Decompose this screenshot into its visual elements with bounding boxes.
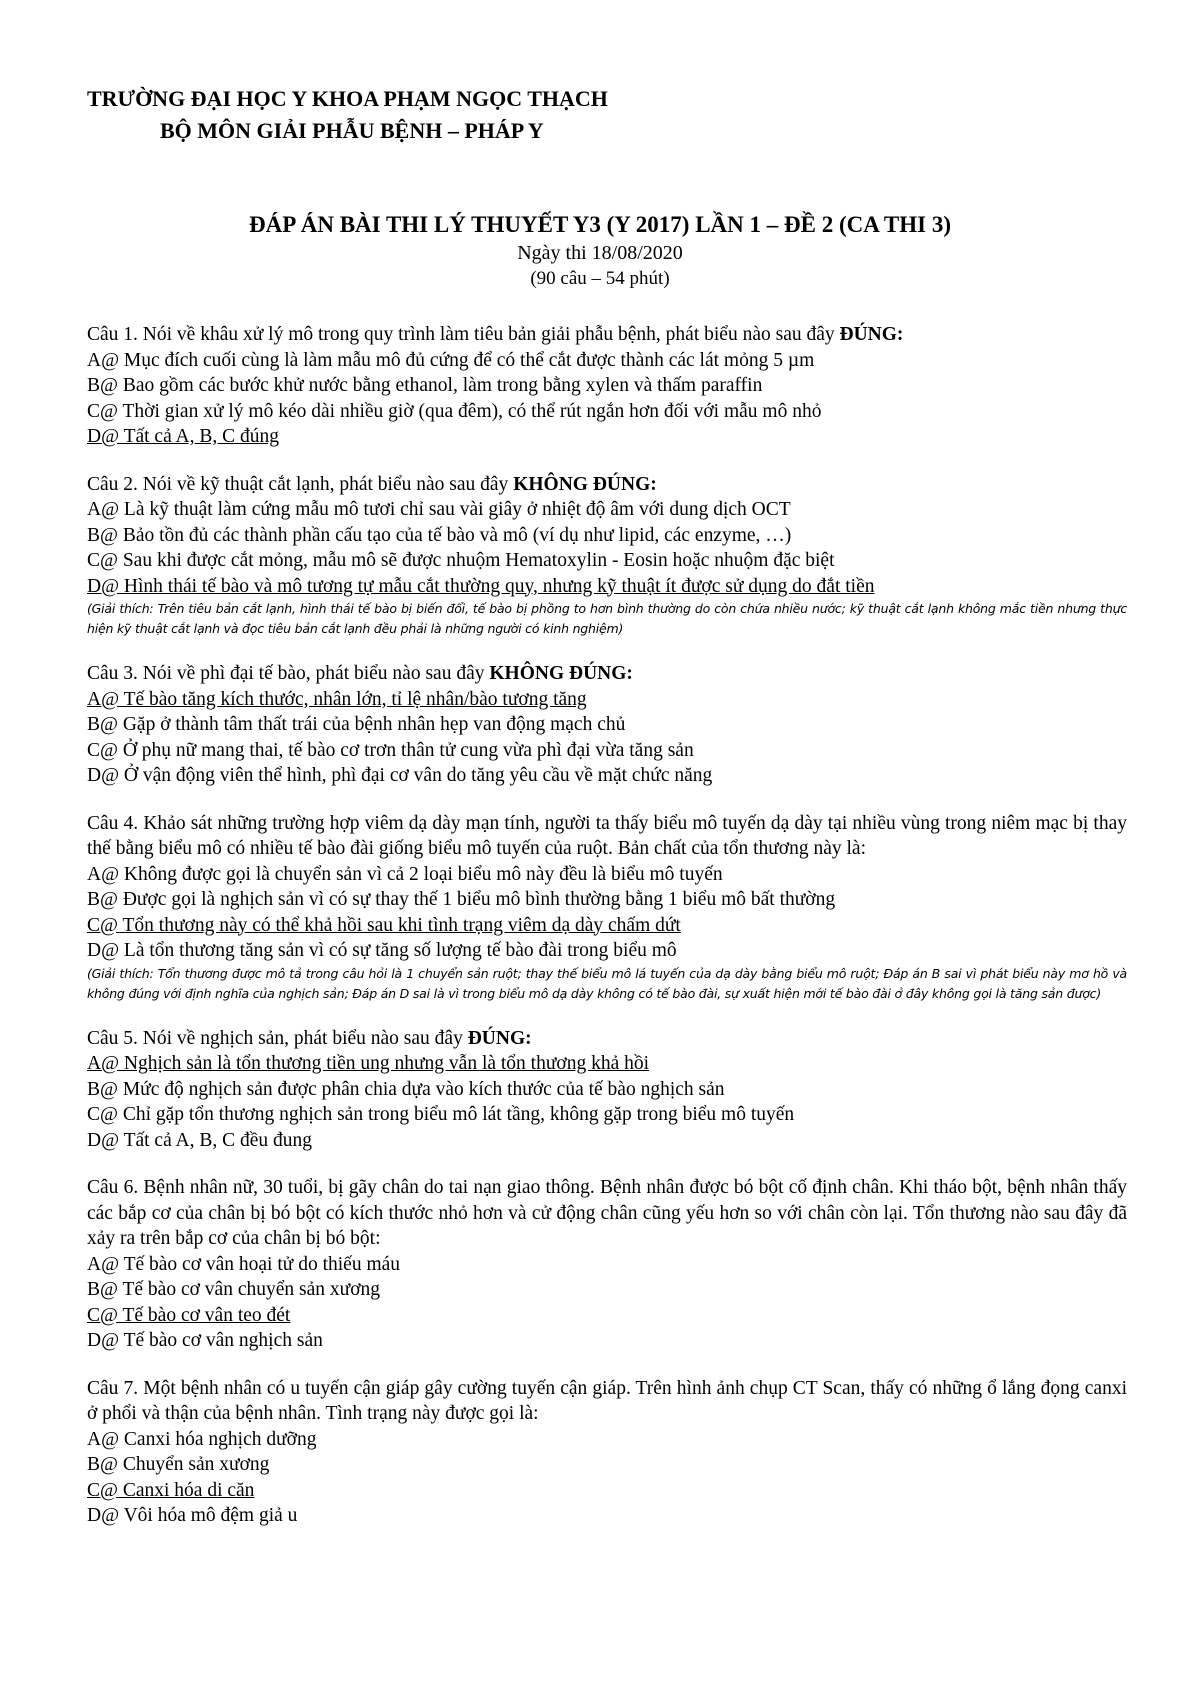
option-c: C@ Ở phụ nữ mang thai, tế bào cơ trơn thân tử cung vừa phì đại vừa tăng sản (87, 739, 694, 761)
option-b: B@ Bao gồm các bước khử nước bằng ethanol, làm trong bằng xylen và thấm paraffin (87, 375, 763, 396)
question-2 (87, 472, 1127, 640)
question-stem (87, 1175, 1127, 1252)
question-3 (87, 661, 1127, 789)
option-a-correct: A@ Nghịch sản là tổn thương tiền ung nhưng vẫn là tổn thương khả hồi (87, 1053, 650, 1074)
option-d: D@ Ở vận động viên thể hình, phì đại cơ vân do tăng yêu cầu về mặt chức năng (87, 765, 713, 786)
option-a: A@ Không được gọi là chuyển sản vì cả 2 loại biểu mô này đều là biểu mô tuyến (87, 863, 723, 885)
question-stem-emphasis: ĐÚNG: (839, 324, 904, 345)
explanation-note: (Giải thích: Trên tiêu bản cắt lạnh, hình thái tế bào bị biến đổi, tế bào bị phồng to hơn bình thường do còn chứa nhiều nước; kỹ thuật cắt lạnh không mắc tiền nhưng thực hiện kỹ thuật cắt lạnh và đọc tiêu bản cắt lạnh đều phải là những người có kinh nghiệm) (87, 601, 1127, 636)
explanation-note: (Giải thích: Tổn thương được mô tả trong câu hỏi là 1 chuyển sản ruột; thay thế biểu mô lá tuyến của dạ dày bằng biểu mô ruột; Đáp án B sai vì phát biểu này mơ hồ và không đúng với định nghĩa của nghịch sản; Đáp án D sai là vì trong biểu mô dạ dày không có tế bào đài, sự xuất hiện mới tế bào đài ở đây không gọi là tăng sản được) (87, 965, 1127, 1001)
option-a: A@ Là kỹ thuật làm cứng mẫu mô tươi chỉ sau vài giây ở nhiệt độ âm với dung dịch OCT (87, 499, 791, 520)
question-stem-text: Câu 4. Khảo sát những trường hợp viêm dạ dày mạn tính, người ta thấy biểu mô tuyến dạ dày tại nhiều vùng trong niêm mạc bị thay thế bằng biểu mô có nhiều tế bào đài giống biểu mô tuyến của ruột. Bản chất của tổn thương này là: (87, 812, 1127, 859)
option-a: A@ Canxi hóa nghịch dưỡng (87, 1428, 317, 1450)
exam-date: Ngày thi 18/08/2020 (517, 242, 683, 264)
question-list (87, 322, 1127, 1551)
option-b: B@ Gặp ở thành tâm thất trái của bệnh nhân hẹp van động mạch chủ (87, 714, 626, 735)
option-c-correct: C@ Tế bào cơ vân teo đét (87, 1304, 291, 1326)
option-d-correct: D@ Tất cả A, B, C đúng (87, 426, 280, 447)
option-b: B@ Tế bào cơ vân chuyển sản xương (87, 1279, 381, 1300)
question-stem-text: Câu 2. Nói về kỹ thuật cắt lạnh, phát biểu nào sau đây (87, 473, 514, 495)
question-stem-emphasis: KHÔNG ĐÚNG: (489, 663, 633, 684)
question-stem-emphasis: KHÔNG ĐÚNG: (513, 473, 657, 495)
question-6 (87, 1175, 1127, 1354)
option-d: D@ Là tổn thương tăng sản vì có sự tăng số lượng tế bào đài trong biểu mô (87, 940, 677, 961)
option-c: C@ Sau khi được cắt mỏng, mẫu mô sẽ được nhuộm Hematoxylin - Eosin hoặc nhuộm đặc biệt (87, 550, 835, 571)
question-stem (87, 472, 1127, 498)
question-5 (87, 1026, 1127, 1154)
option-c-correct: C@ Tổn thương này có thể khả hồi sau khi tình trạng viêm dạ dày chấm dứt (87, 914, 681, 936)
exam-info: (90 câu – 54 phút) (530, 268, 670, 289)
option-c: C@ Thời gian xử lý mô kéo dài nhiều giờ (qua đêm), có thể rút ngắn hơn đối với mẫu mô nhỏ (87, 400, 822, 422)
option-d: D@ Tế bào cơ vân nghịch sản (87, 1330, 323, 1351)
option-c-correct: C@ Canxi hóa di căn (87, 1479, 255, 1501)
option-b: B@ Mức độ nghịch sản được phân chia dựa vào kích thước của tế bào nghịch sản (87, 1078, 725, 1100)
exam-title: ĐÁP ÁN BÀI THI LÝ THUYẾT Y3 (Y 2017) LẦN 1 – ĐỀ 2 (CA THI 3) (248, 212, 952, 237)
option-a: A@ Tế bào cơ vân hoại tử do thiếu máu (87, 1253, 401, 1275)
question-stem (87, 1376, 1127, 1427)
question-stem-text: Câu 3. Nói về phì đại tế bào, phát biểu nào sau đây (87, 663, 490, 684)
option-b: B@ Được gọi là nghịch sản vì có sự thay thế 1 biểu mô bình thường bằng 1 biểu mô bất thường (87, 889, 836, 910)
option-d-correct: D@ Hình thái tế bào và mô tương tự mẫu cắt thường quy, nhưng kỹ thuật ít được sử dụng do đắt tiền (87, 575, 875, 597)
question-1 (87, 322, 1127, 450)
question-stem (87, 811, 1127, 862)
option-a-correct: A@ Tế bào tăng kích thước, nhân lớn, tỉ lệ nhân/bào tương tăng (87, 688, 587, 710)
department-name: BỘ MÔN GIẢI PHẪU BỆNH – PHÁP Y (160, 118, 544, 143)
option-a: A@ Mục đích cuối cùng là làm mẫu mô đủ cứng để có thể cắt được thành các lát mỏng 5 µm (87, 349, 815, 371)
option-c: C@ Chỉ gặp tổn thương nghịch sản trong biểu mô lát tầng, không gặp trong biểu mô tuyến (87, 1104, 795, 1125)
school-name: TRƯỜNG ĐẠI HỌC Y KHOA PHẠM NGỌC THẠCH (87, 86, 608, 111)
option-d: D@ Vôi hóa mô đệm giả u (87, 1505, 298, 1526)
question-4 (87, 811, 1127, 1004)
question-stem-emphasis: ĐÚNG: (467, 1027, 532, 1049)
option-b: B@ Chuyển sản xương (87, 1454, 270, 1475)
question-stem-text: Câu 5. Nói về nghịch sản, phát biểu nào sau đây (87, 1027, 468, 1049)
question-stem-text: Câu 7. Một bệnh nhân có u tuyến cận giáp gây cường tuyến cận giáp. Trên hình ảnh chụp CT Scan, thấy có những ổ lắng đọng canxi ở phổi và thận của bệnh nhân. Tình trạng này được gọi là: (87, 1377, 1127, 1424)
question-stem (87, 1026, 1127, 1052)
question-7 (87, 1376, 1127, 1529)
option-b: B@ Bảo tồn đủ các thành phần cấu tạo của tế bào và mô (ví dụ như lipid, các enzyme, …) (87, 524, 792, 546)
question-stem (87, 661, 1127, 687)
option-d: D@ Tất cả A, B, C đều đung (87, 1129, 313, 1151)
question-stem (87, 322, 1127, 348)
question-stem-text: Câu 6. Bệnh nhân nữ, 30 tuổi, bị gãy chân do tai nạn giao thông. Bệnh nhân được bó bột cố định chân. Khi tháo bột, bệnh nhân thấy các bắp cơ của chân bị bó bột có kích thước nhỏ hơn và cử động chân cũng yếu hơn so với chân còn lại. Tổn thương nào sau đây đã xảy ra trên bắp cơ của chân bị bó bột: (87, 1177, 1127, 1249)
question-stem-text: Câu 1. Nói về khâu xử lý mô trong quy trình làm tiêu bản giải phẫu bệnh, phát biểu nào sau đây (87, 324, 840, 345)
